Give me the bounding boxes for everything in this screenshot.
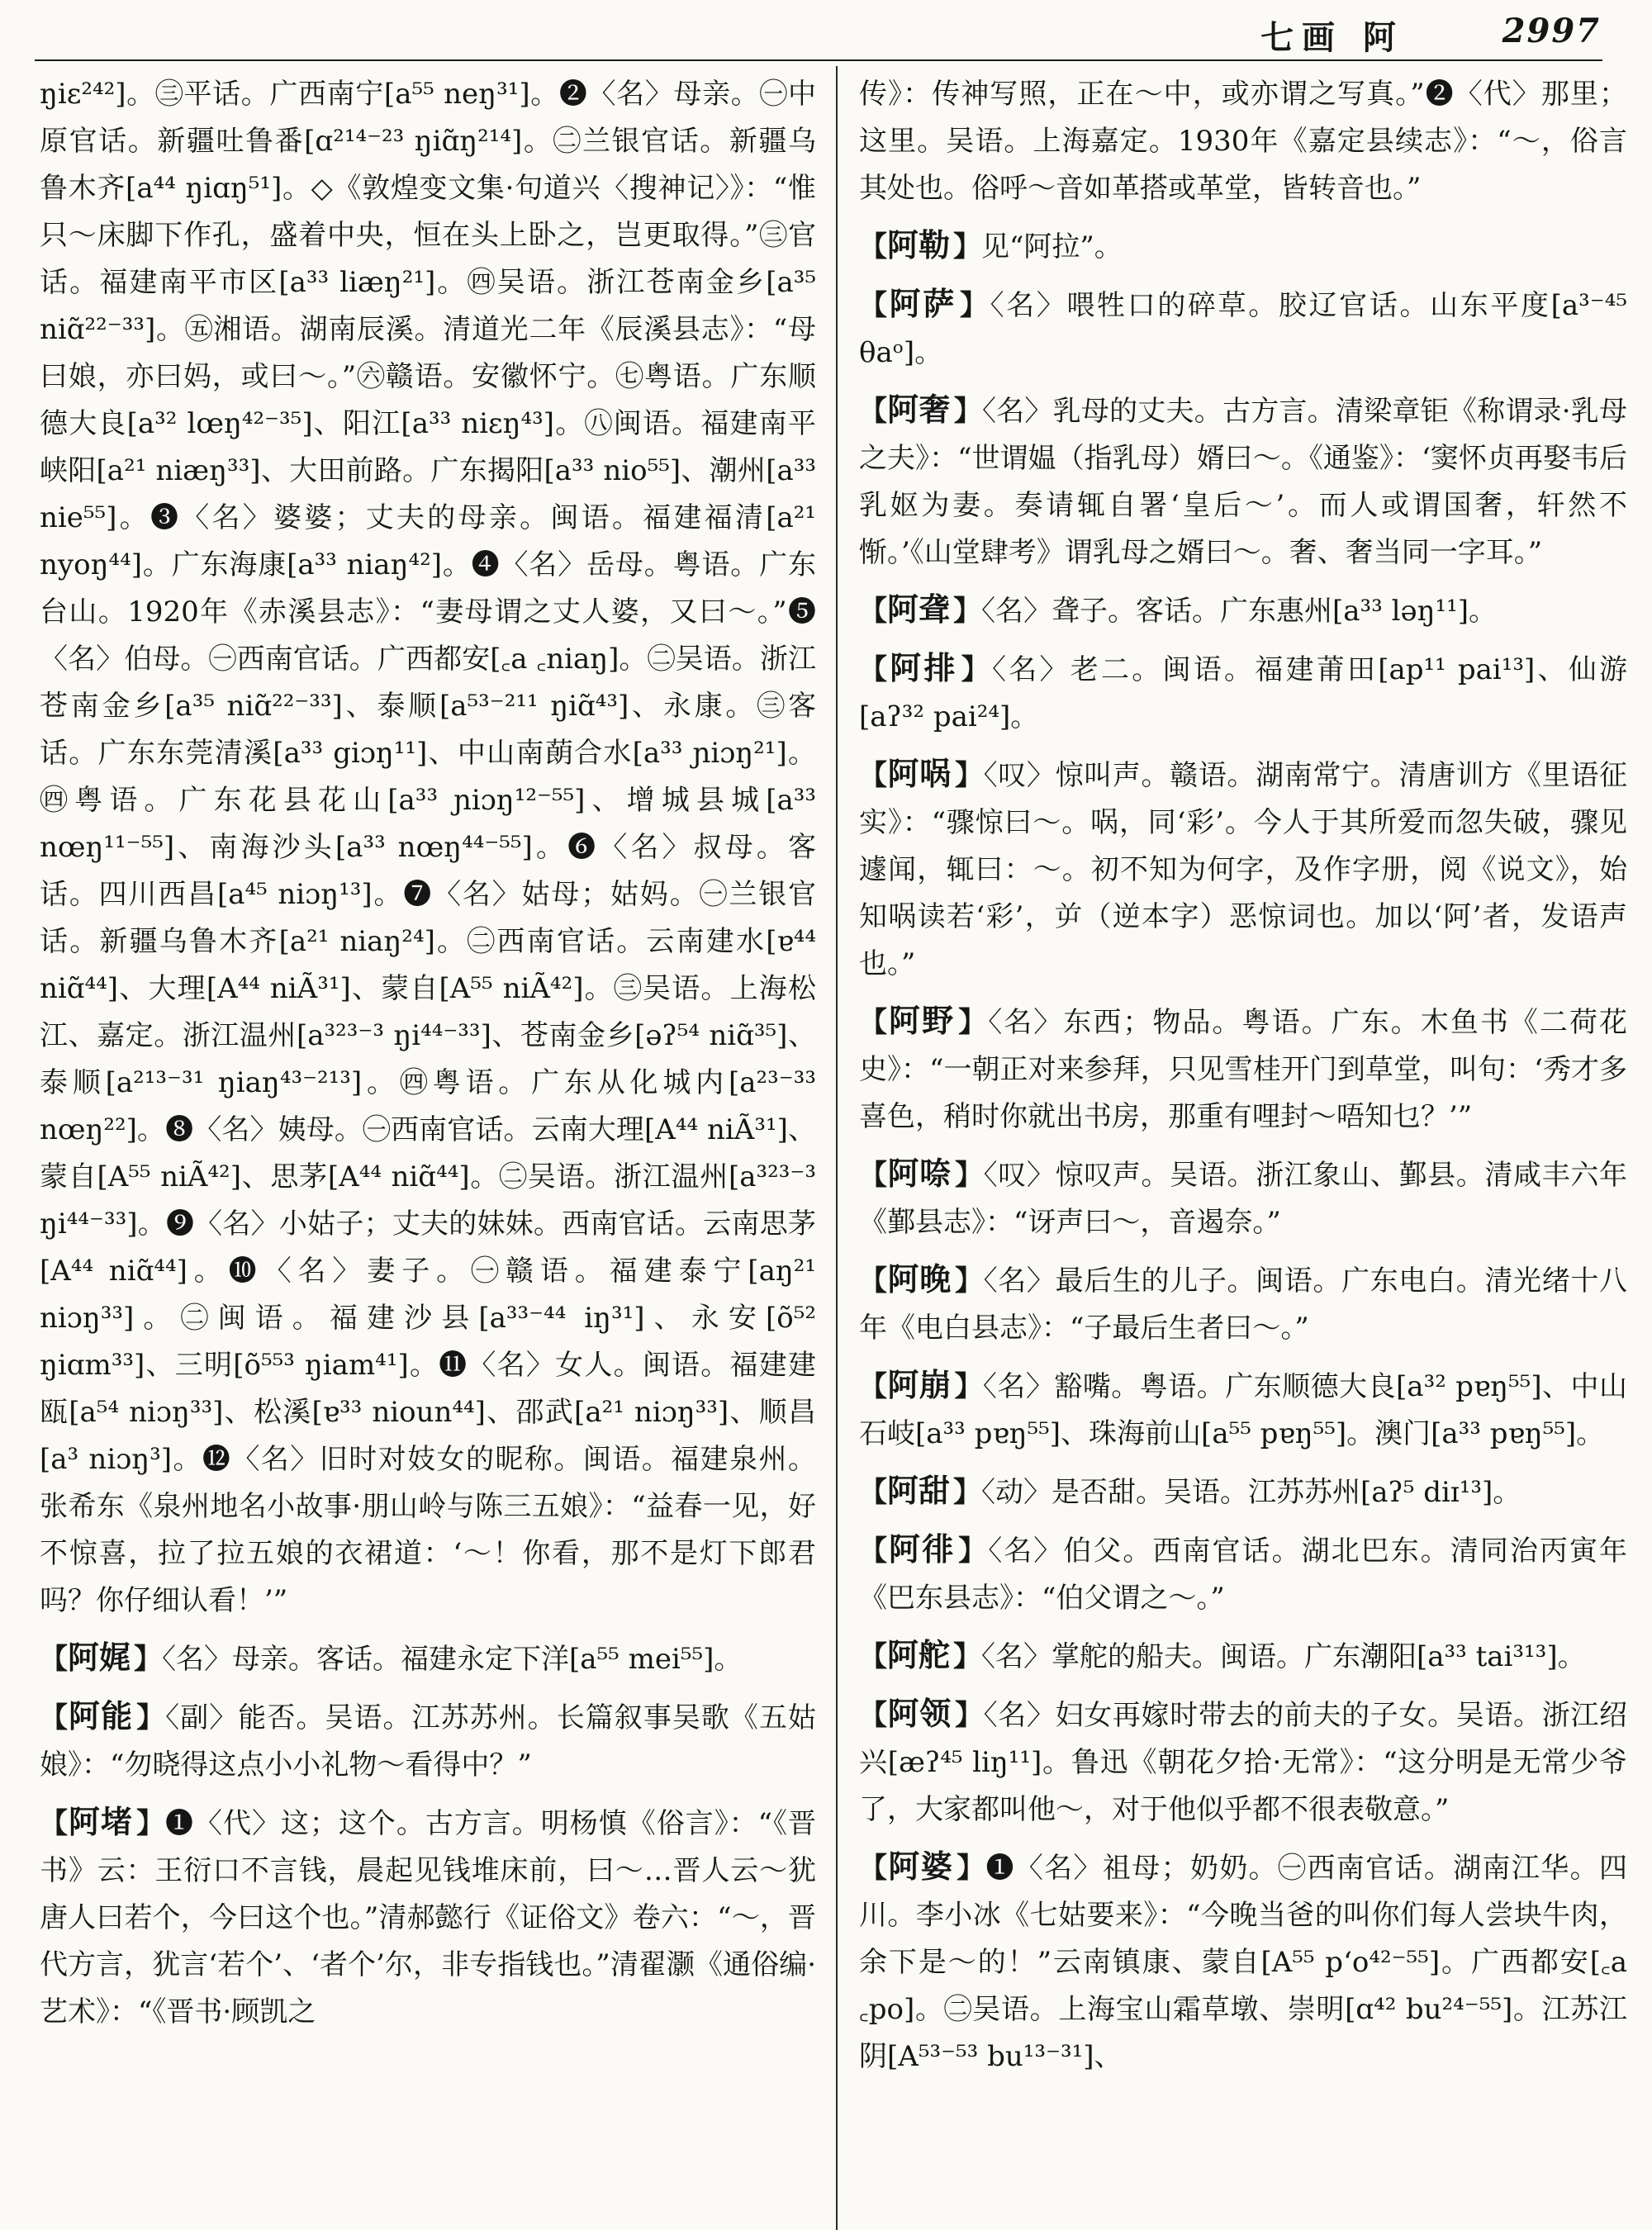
dictionary-entry: 【阿舵 】〈名〉掌舵的船夫。闽语。广东潮阳[a³³ tai³¹³]。 bbox=[859, 1637, 1586, 1673]
entry-text: 〈名〉掌舵的船夫。闽语。广东潮阳[a³³ tai³¹³]。 bbox=[981, 1640, 1586, 1673]
continued-entry bbox=[40, 71, 816, 1625]
entry-headword: 阿㖞 bbox=[887, 756, 952, 792]
header-rule bbox=[35, 59, 1602, 61]
continued-entry bbox=[859, 71, 1627, 212]
dictionary-entry: 【阿徘 】〈名〉伯父。西南官话。湖北巴东。清同治丙寅年《巴东县志》：“伯父谓之～。” bbox=[859, 1531, 1627, 1615]
entry-text: 〈名〉妇女再嫁时带去的前夫的子女。吴语。浙江绍兴[æʔ⁴⁵ liŋ¹¹]。鲁迅《朝花夕拾·无常》：“这分明是无常少爷了，大家都叫他～，对于他似乎都不很表敬意。” bbox=[859, 1699, 1627, 1826]
entry-headword: 阿甜 bbox=[887, 1473, 951, 1509]
entry-headword: 阿聋 bbox=[887, 591, 951, 628]
entry-text: 〈名〉老二。闽语。福建莆田[ap¹¹ pai¹³]、仙游[aʔ³² pai²⁴]。 bbox=[859, 653, 1627, 733]
entry-text: 见“阿拉”。 bbox=[981, 230, 1123, 263]
entry-text: 〈名〉最后生的儿子。闽语。广东电白。清光绪十八年《电白县志》：“子最后生者曰～。” bbox=[859, 1264, 1627, 1345]
entry-text: ❶〈名〉祖母；奶奶。㊀西南官话。湖南江华。四川。李小冰《七姑要来》：“今晚当爸的叫你们每人尝块牛肉，余下是～的！”云南镇康、蒙自[A⁵⁵ pʻo⁴²⁻⁵⁵]。广西都安[꜀a ꜀po]。㊁吴语。上海宝山霜草墩、崇明[ɑ⁴² bu²⁴⁻⁵⁵]。江苏江阴[A⁵³⁻⁵³ bu¹³⁻³¹]、 bbox=[859, 1852, 1627, 2073]
entry-text: 〈名〉聋子。客话。广东惠州[a³³ ləŋ¹¹]。 bbox=[981, 595, 1498, 628]
entry-text: 〈副〉能否。吴语。江苏苏州。长篇叙事吴歌《五姑娘》：“勿晓得这点小小礼物～看得中？” bbox=[40, 1701, 816, 1782]
entry-headword: 阿排 bbox=[890, 650, 958, 686]
entry-headword: 阿萨 bbox=[889, 286, 957, 322]
entry-headword: 阿堵 bbox=[69, 1804, 133, 1840]
entry-text: ❶〈代〉这；这个。古方言。明杨慎《俗言》：“《晋书》云：王衍口不言钱，晨起见钱堆床前，曰～…晋人云～犹唐人曰若个，今曰这个也。”清郝懿行《证俗文》卷六：“～，晋代方言，犹言‘若个’、‘者个’尔，非专指钱也。”清翟灏《通俗编·艺术》：“《晋书·顾凯之 bbox=[40, 1807, 816, 2028]
dictionary-entry: 【阿堵 】❶〈代〉这；这个。古方言。明杨慎《俗言》：“《晋书》云：王衍口不言钱，晨起见钱堆床前，曰～…晋人云～犹唐人曰若个，今曰这个也。”清郝懿行《证俗文》卷六：“～，晋代方言，犹言‘若个’、‘者个’尔，非专指钱也。”清翟灏《通俗编·艺术》：“《晋书·顾凯之 bbox=[40, 1804, 816, 2028]
dictionary-entry: 【阿婆 】❶〈名〉祖母；奶奶。㊀西南官话。湖南江华。四川。李小冰《七姑要来》：“今晚当爸的叫你们每人尝块牛肉，余下是～的！”云南镇康、蒙自[A⁵⁵ pʻo⁴²⁻⁵⁵]。广西都安[꜀a ꜀po]。㊁吴语。上海宝山霜草墩、崇明[ɑ⁴² bu²⁴⁻⁵⁵]。江苏江阴[A⁵³⁻⁵³ bu¹³⁻³¹]、 bbox=[859, 1848, 1627, 2073]
dictionary-entry: 【阿奢 】〈名〉乳母的丈夫。古方言。清梁章钜《称谓录·乳母之夫》：“世谓媪（指乳母）婿曰～。《通鉴》：‘窦怀贞再娶韦后乳妪为妻。奏请辄自署‘皇后～’。而人或谓国奢，轩然不惭。’《山堂肆考》谓乳母之婿曰～。奢、奢当同一字耳。” bbox=[859, 391, 1627, 569]
entry-text: 〈名〉伯父。西南官话。湖北巴东。清同治丙寅年《巴东县志》：“伯父谓之～。” bbox=[859, 1535, 1627, 1615]
column-divider bbox=[836, 66, 838, 2230]
entry-text: 〈名〉乳母的丈夫。古方言。清梁章钜《称谓录·乳母之夫》：“世谓媪（指乳母）婿曰～。《通鉴》：‘窦怀贞再娶韦后乳妪为妻。奏请辄自署‘皇后～’。而人或谓国奢，轩然不惭。’《山堂肆考》谓乳母之婿曰～。奢、奢当同一字耳。” bbox=[859, 395, 1627, 569]
entry-text: 〈名〉母亲。客话。福建永定下洋[a⁵⁵ mei⁵⁵]。 bbox=[162, 1643, 743, 1676]
dictionary-entry: 【阿勒 】见“阿拉”。 bbox=[859, 227, 1123, 263]
page-header bbox=[0, 0, 1652, 68]
entry-headword: 阿晚 bbox=[887, 1261, 952, 1298]
left-column bbox=[40, 71, 816, 2218]
dictionary-entry: 【阿聋 】〈名〉聋子。客话。广东惠州[a³³ ləŋ¹¹]。 bbox=[859, 591, 1498, 628]
dictionary-entry: 【阿崩 】〈名〉豁嘴。粤语。广东顺德大良[a³² pɐŋ⁵⁵]、中山石岐[a³³ pɐŋ⁵⁵]、珠海前山[a⁵⁵ pɐŋ⁵⁵]。澳门[a³³ pɐŋ⁵⁵]。 bbox=[859, 1367, 1627, 1450]
page-number: 2997 bbox=[1502, 12, 1601, 50]
entry-headword: 阿娓 bbox=[68, 1639, 131, 1676]
entry-headword: 阿勒 bbox=[887, 227, 951, 263]
entry-headword: 阿婆 bbox=[888, 1848, 954, 1885]
entry-text: 〈叹〉惊叫声。赣语。湖南常宁。清唐训方《里语征实》：“骤惊曰～。㖞，同‘彩’。今人于其所爱而忽失破，骤见遽闻，辄曰：～。初不知为何字，及作字册，阅《说文》，始知㖞读若‘彩’，屰（逆本字）恶惊词也。加以‘阿’者，发语声也。” bbox=[859, 759, 1627, 980]
entry-headword: 阿舵 bbox=[887, 1637, 951, 1673]
entry-headword: 阿崩 bbox=[887, 1367, 952, 1403]
entry-text: 〈叹〉惊叹声。吴语。浙江象山、鄞县。清咸丰六年《鄞县志》：“讶声曰～，音遏奈。” bbox=[859, 1159, 1627, 1239]
entry-headword: 阿能 bbox=[69, 1698, 134, 1734]
entry-text: 〈名〉东西；物品。粤语。广东。木鱼书《二荷花史》：“一朝正对来参拜，只见雪桂开门到草堂，叫句：‘秀才多喜色，稍时你就出书房，那重有哩封～唔知乜？’” bbox=[859, 1006, 1627, 1133]
entry-headword: 阿奢 bbox=[887, 391, 951, 428]
running-title: 七画 阿 bbox=[1260, 18, 1404, 57]
dictionary-entry: 【阿㖠 】〈叹〉惊叹声。吴语。浙江象山、鄞县。清咸丰六年《鄞县志》：“讶声曰～，音遏奈。” bbox=[859, 1155, 1627, 1239]
dictionary-entry: 【阿萨 】〈名〉喂牲口的碎草。胶辽官话。山东平度[a³⁻⁴⁵ θaᵒ]。 bbox=[859, 286, 1627, 369]
dictionary-entry: 【阿晚 】〈名〉最后生的儿子。闽语。广东电白。清光绪十八年《电白县志》：“子最后生者曰～。” bbox=[859, 1261, 1627, 1345]
dictionary-entry: 【阿甜 】〈动〉是否甜。吴语。江苏苏州[aʔ⁵ diɪ¹³]。 bbox=[859, 1473, 1521, 1509]
right-column bbox=[859, 71, 1627, 2218]
dictionary-entry: 【阿娓 】〈名〉母亲。客话。福建永定下洋[a⁵⁵ mei⁵⁵]。 bbox=[40, 1639, 743, 1676]
dictionary-entry: 【阿领 】〈名〉妇女再嫁时带去的前夫的子女。吴语。浙江绍兴[æʔ⁴⁵ liŋ¹¹]。鲁迅《朝花夕拾·无常》：“这分明是无常少爷了，大家都叫他～，对于他似乎都不很表敬意。” bbox=[859, 1696, 1627, 1826]
entry-headword: 阿领 bbox=[887, 1696, 952, 1732]
entry-text: 〈动〉是否甜。吴语。江苏苏州[aʔ⁵ diɪ¹³]。 bbox=[981, 1476, 1521, 1509]
entry-headword: 阿徘 bbox=[889, 1531, 956, 1568]
entry-text: ŋiɛ²⁴²]。㊂平话。广西南宁[a⁵⁵ neŋ³¹]。❷〈名〉母亲。㊀中原官话。新疆吐鲁番[ɑ²¹⁴⁻²³ ŋiɑ̃ŋ²¹⁴]。㊁兰银官话。新疆乌鲁木齐[a⁴⁴ ŋiɑŋ⁵¹]。◇《敦煌变文集·句道兴〈搜神记〉》：“惟只～床脚下作孔，盛着中央，恒在头上卧之，岂更取得。”㊂官话。福建南平市区[a³³ liæŋ²¹]。㊃吴语。浙江苍南金乡[a³⁵ niɑ̃²²⁻³³]。㊄湘语。湖南辰溪。清道光二年《辰溪县志》：“母曰娘，亦曰妈，或曰～。”㊅赣语。安徽怀宁。㊆粤语。广东顺德大良[a³² lœŋ⁴²⁻³⁵]、阳江[a³³ niɛŋ⁴³]。㊇闽语。福建南平峡阳[a²¹ niæŋ³³]、大田前路。广东揭阳[a³³ nio⁵⁵]、潮州[a³³ nie⁵⁵]。❸〈名〉婆婆；丈夫的母亲。闽语。福建福清[a²¹ nyoŋ⁴⁴]。广东海康[a³³ niaŋ⁴²]。❹〈名〉岳母。粤语。广东台山。1920年《赤溪县志》：“妻母谓之丈人婆，又曰～。”❺〈名〉伯母。㊀西南官话。广西都安[꜀a ꜀niaŋ]。㊁吴语。浙江苍南金乡[a³⁵ niɑ̃²²⁻³³]、泰顺[a⁵³⁻²¹¹ ŋiɑ̃⁴³]、永康。㊂客话。广东东莞清溪[a³³ giɔŋ¹¹]、中山南蓢合水[a³³ ɲiɔŋ²¹]。㊃粤语。广东花县花山[a³³ ɲiɔŋ¹²⁻⁵⁵]、增城县城[a³³ nœŋ¹¹⁻⁵⁵]、南海沙头[a³³ nœŋ⁴⁴⁻⁵⁵]。❻〈名〉叔母。客话。四川西昌[a⁴⁵ niɔŋ¹³]。❼〈名〉姑母；姑妈。㊀兰银官话。新疆乌鲁木齐[a²¹ niaŋ²⁴]。㊁西南官话。云南建水[ɐ⁴⁴ niɑ̃⁴⁴]、大理[A⁴⁴ niÃ³¹]、蒙自[A⁵⁵ niÃ⁴²]。㊂吴语。上海松江、嘉定。浙江温州[a³²³⁻³ ŋi⁴⁴⁻³³]、苍南金乡[əʔ⁵⁴ niɑ̃³⁵]、泰顺[a²¹³⁻³¹ ŋiaŋ⁴³⁻²¹³]。㊃粤语。广东从化城内[a²³⁻³³ nœŋ²²]。❽〈名〉姨母。㊀西南官话。云南大理[A⁴⁴ niÃ³¹]、蒙自[A⁵⁵ niÃ⁴²]、思茅[A⁴⁴ niɑ̃⁴⁴]。㊁吴语。浙江温州[a³²³⁻³ ŋi⁴⁴⁻³³]。❾〈名〉小姑子；丈夫的妹妹。西南官话。云南思茅[A⁴⁴ niɑ̃⁴⁴]。❿〈名〉妻子。㊀赣语。福建泰宁[aŋ²¹ niɔŋ³³]。㊁闽语。福建沙县[a³³⁻⁴⁴ iŋ³¹]、永安[õ⁵² ŋiɑm³³]、三明[õ⁵⁵³ ŋiam⁴¹]。⓫〈名〉女人。闽语。福建建瓯[a⁵⁴ niɔŋ³³]、松溪[ɐ³³ nioun⁴⁴]、邵武[a²¹ niɔŋ³³]、顺昌[a³ niɔŋ³]。⓬〈名〉旧时对妓女的昵称。闽语。福建泉州。张希东《泉州地名小故事·朋山岭与陈三五娘》：“益春一见，好不惊喜，拉了拉五娘的衣裙道：‘～！你看，那不是灯下郎君吗？你仔细认看！’” bbox=[40, 78, 816, 1617]
dictionary-entry: 【阿排 】〈名〉老二。闽语。福建莆田[ap¹¹ pai¹³]、仙游[aʔ³² pai²⁴]。 bbox=[859, 650, 1627, 733]
dictionary-entry: 【阿野 】〈名〉东西；物品。粤语。广东。木鱼书《二荷花史》：“一朝正对来参拜，只见雪桂开门到草堂，叫句：‘秀才多喜色，稍时你就出书房，那重有哩封～唔知乜？’” bbox=[859, 1003, 1627, 1133]
entry-headword: 阿野 bbox=[889, 1003, 956, 1039]
entry-text: 〈名〉喂牲口的碎草。胶辽官话。山东平度[a³⁻⁴⁵ θaᵒ]。 bbox=[859, 289, 1627, 369]
entry-text: 传》：传神写照，正在～中，或亦谓之写真。”❷〈代〉那里；这里。吴语。上海嘉定。1930年《嘉定县续志》：“～，俗言其处也。俗呼～音如革搭或革堂，皆转音也。” bbox=[859, 78, 1627, 205]
dictionary-entry: 【阿㖞 】〈叹〉惊叫声。赣语。湖南常宁。清唐训方《里语征实》：“骤惊曰～。㖞，同‘彩’。今人于其所爱而忽失破，骤见遽闻，辄曰：～。初不知为何字，及作字册，阅《说文》，始知㖞读若‘彩’，屰（逆本字）恶惊词也。加以‘阿’者，发语声也。” bbox=[859, 756, 1627, 980]
entry-text: 〈名〉豁嘴。粤语。广东顺德大良[a³² pɐŋ⁵⁵]、中山石岐[a³³ pɐŋ⁵⁵]、珠海前山[a⁵⁵ pɐŋ⁵⁵]。澳门[a³³ pɐŋ⁵⁵]。 bbox=[859, 1370, 1627, 1450]
dictionary-entry: 【阿能 】〈副〉能否。吴语。江苏苏州。长篇叙事吴歌《五姑娘》：“勿晓得这点小小礼物～看得中？” bbox=[40, 1698, 816, 1782]
entry-headword: 阿㖠 bbox=[887, 1155, 952, 1192]
